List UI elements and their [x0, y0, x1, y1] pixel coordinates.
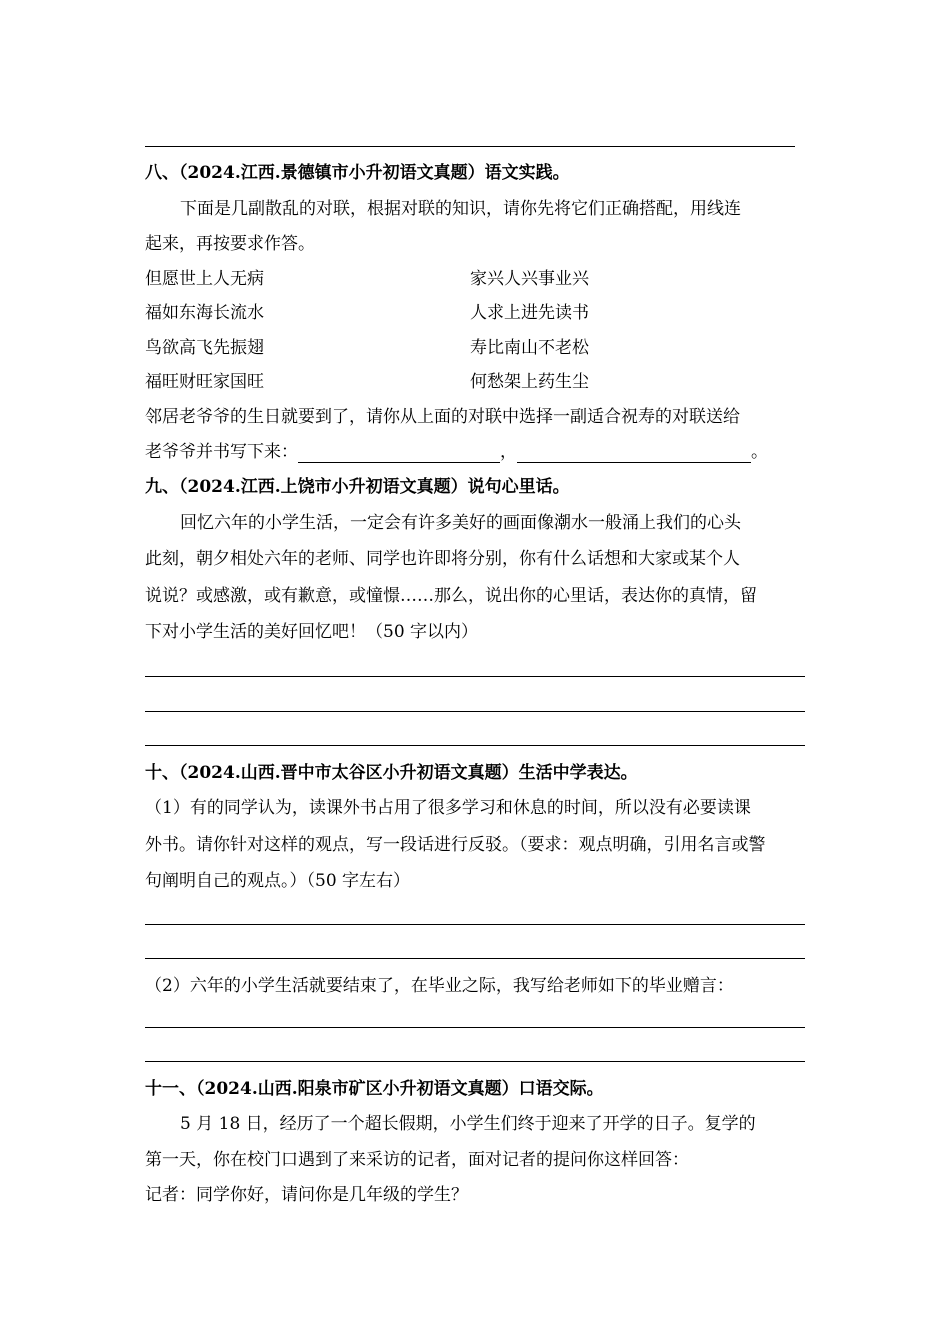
q10-part2-answer-line-2[interactable] — [145, 1061, 805, 1062]
q9-line1: 回忆六年的小学生活，一定会有许多美好的画面像潮水一般涌上我们的心头 — [180, 513, 741, 533]
q8-heading: 八、（2024.江西.景德镇市小升初语文真题）语文实践。 — [145, 163, 570, 183]
right-couplet-3: 寿比南山不老松 — [470, 338, 589, 358]
q10-part2-answer-line-1[interactable] — [145, 1027, 805, 1028]
q10-part1-answer-line-2[interactable] — [145, 958, 805, 959]
left-couplet-4: 福旺财旺家国旺 — [145, 372, 264, 392]
q8-task-line2 — [145, 441, 768, 463]
q10-part1-answer-line-1[interactable] — [145, 924, 805, 925]
q11-line1: 5 月 18 日，经历了一个超长假期，小学生们终于迎来了开学的日子。复学的 — [180, 1114, 756, 1134]
q9-line2: 此刻，朝夕相处六年的老师、同学也许即将分别，你有什么话想和大家或某个人 — [145, 549, 740, 569]
right-couplet-2: 人求上进先读书 — [470, 303, 589, 323]
right-couplet-1: 家兴人兴事业兴 — [470, 269, 589, 289]
q8-task-line2-text: 老爷爷并书写下来： — [145, 442, 298, 462]
q9-heading: 九、（2024.江西.上饶市小升初语文真题）说句心里话。 — [145, 477, 570, 497]
q10-heading: 十、（2024.山西.晋中市太谷区小升初语文真题）生活中学表达。 — [145, 763, 638, 783]
q10-part1-line2: 外书。请你针对这样的观点，写一段话进行反驳。（要求：观点明确，引用名言或警 — [145, 835, 766, 855]
q10-part2: （2）六年的小学生活就要结束了，在毕业之际，我写给老师如下的毕业赠言： — [145, 976, 734, 996]
left-couplet-1: 但愿世上人无病 — [145, 269, 264, 289]
q9-answer-line-3[interactable] — [145, 745, 805, 746]
q8-comma: ， — [500, 442, 517, 462]
q8-intro-line1: 下面是几副散乱的对联，根据对联的知识，请你先将它们正确搭配，用线连 — [180, 199, 741, 219]
q9-answer-line-1[interactable] — [145, 676, 805, 677]
q11-heading: 十一、（2024.山西.阳泉市矿区小升初语文真题）口语交际。 — [145, 1079, 604, 1099]
q8-period: 。 — [751, 442, 768, 462]
couplet-answer-blank-2[interactable] — [517, 444, 751, 463]
left-couplet-2: 福如东海长流水 — [145, 303, 264, 323]
left-couplet-3: 鸟欲高飞先振翅 — [145, 338, 264, 358]
q11-line3: 记者：同学你好，请问你是几年级的学生？ — [145, 1185, 468, 1205]
q8-intro-line2: 起来，再按要求作答。 — [145, 234, 315, 254]
q10-part1-line3: 句阐明自己的观点。）（50 字左右） — [145, 871, 411, 891]
q9-answer-line-2[interactable] — [145, 711, 805, 712]
couplet-answer-blank-1[interactable] — [298, 444, 500, 463]
header-rule — [145, 146, 795, 147]
q10-part1-line1: （1）有的同学认为，读课外书占用了很多学习和休息的时间，所以没有必要读课 — [145, 798, 751, 818]
q9-line4: 下对小学生活的美好回忆吧！（50 字以内） — [145, 622, 479, 642]
q8-task-line1: 邻居老爷爷的生日就要到了，请你从上面的对联中选择一副适合祝寿的对联送给 — [145, 407, 740, 427]
q11-line2: 第一天，你在校门口遇到了来采访的记者，面对记者的提问你这样回答： — [145, 1150, 689, 1170]
q9-line3: 说说？或感激，或有歉意，或憧憬……那么，说出你的心里话，表达你的真情，留 — [145, 586, 757, 606]
right-couplet-4: 何愁架上药生尘 — [470, 372, 589, 392]
